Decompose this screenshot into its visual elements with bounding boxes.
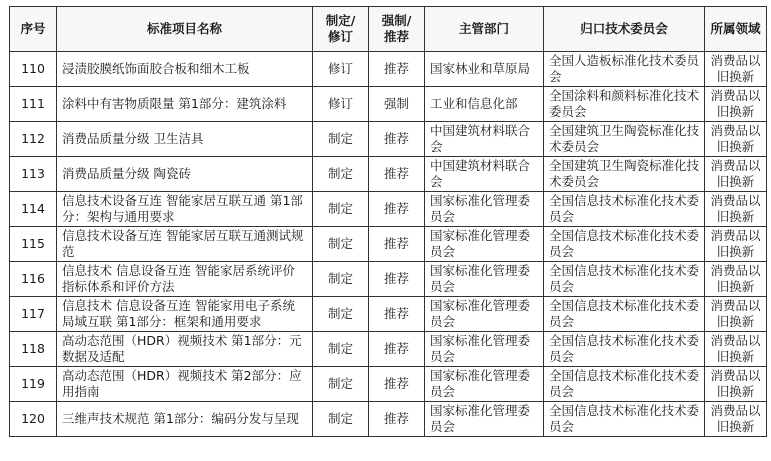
table-row: [10, 122, 767, 157]
header-type-line1: 强制/: [381, 13, 412, 28]
cell-dept: 中国建筑材料联合会: [425, 157, 544, 192]
table-row: [10, 332, 767, 367]
table-row: [10, 297, 767, 332]
header-dept: 主管部门: [425, 7, 544, 52]
cell-type: 推荐: [369, 332, 425, 367]
cell-type: 强制: [369, 87, 425, 122]
cell-name: 信息技术设备互连 智能家居互联互通测试规范: [57, 227, 313, 262]
header-index: 序号: [10, 7, 57, 52]
cell-type: 推荐: [369, 192, 425, 227]
table-row: [10, 262, 767, 297]
cell-name: 高动态范围（HDR）视频技术 第2部分：应用指南: [57, 367, 313, 402]
cell-field: 消费品以旧换新: [705, 227, 767, 262]
cell-dept: 国家标准化管理委员会: [425, 332, 544, 367]
cell-type: 推荐: [369, 297, 425, 332]
cell-revise: 制定: [313, 262, 369, 297]
cell-index: 120: [10, 402, 57, 437]
header-revise: [313, 7, 369, 52]
cell-name: 消费品质量分级 卫生洁具: [57, 122, 313, 157]
cell-committee: 全国信息技术标准化技术委员会: [544, 262, 705, 297]
cell-revise: 制定: [313, 297, 369, 332]
cell-type: 推荐: [369, 157, 425, 192]
cell-dept: 国家标准化管理委员会: [425, 192, 544, 227]
table-row: [10, 52, 767, 87]
cell-name: 高动态范围（HDR）视频技术 第1部分：元数据及适配: [57, 332, 313, 367]
table-header: [10, 7, 767, 52]
cell-name: 信息技术设备互连 智能家居互联互通 第1部分：架构与通用要求: [57, 192, 313, 227]
cell-field: 消费品以旧换新: [705, 297, 767, 332]
cell-field: 消费品以旧换新: [705, 367, 767, 402]
cell-field: 消费品以旧换新: [705, 87, 767, 122]
cell-revise: 修订: [313, 52, 369, 87]
header-type-line2: 推荐: [383, 29, 409, 44]
header-field: 所属领域: [705, 7, 767, 52]
cell-committee: 全国人造板标准化技术委员会: [544, 52, 705, 87]
cell-revise: 制定: [313, 157, 369, 192]
cell-revise: 制定: [313, 227, 369, 262]
cell-name: 涂料中有害物质限量 第1部分：建筑涂料: [57, 87, 313, 122]
cell-revise: 修订: [313, 87, 369, 122]
cell-index: 112: [10, 122, 57, 157]
header-revise-line1: 制定/: [325, 13, 356, 28]
cell-index: 115: [10, 227, 57, 262]
cell-field: 消费品以旧换新: [705, 402, 767, 437]
cell-committee: 全国建筑卫生陶瓷标准化技术委员会: [544, 122, 705, 157]
cell-committee: 全国涂料和颜料标准化技术委员会: [544, 87, 705, 122]
cell-index: 113: [10, 157, 57, 192]
standards-table-container: [9, 6, 767, 437]
table-row: [10, 227, 767, 262]
cell-dept: 国家标准化管理委员会: [425, 262, 544, 297]
cell-type: 推荐: [369, 52, 425, 87]
cell-committee: 全国信息技术标准化技术委员会: [544, 367, 705, 402]
cell-field: 消费品以旧换新: [705, 332, 767, 367]
cell-committee: 全国信息技术标准化技术委员会: [544, 192, 705, 227]
table-body: [10, 52, 767, 437]
cell-name: 信息技术 信息设备互连 智能家居系统评价指标体系和评价方法: [57, 262, 313, 297]
cell-dept: 国家标准化管理委员会: [425, 227, 544, 262]
cell-committee: 全国建筑卫生陶瓷标准化技术委员会: [544, 157, 705, 192]
cell-field: 消费品以旧换新: [705, 122, 767, 157]
cell-committee: 全国信息技术标准化技术委员会: [544, 402, 705, 437]
cell-dept: 国家标准化管理委员会: [425, 402, 544, 437]
cell-committee: 全国信息技术标准化技术委员会: [544, 332, 705, 367]
cell-name: 消费品质量分级 陶瓷砖: [57, 157, 313, 192]
cell-type: 推荐: [369, 262, 425, 297]
header-committee: 归口技术委员会: [544, 7, 705, 52]
cell-field: 消费品以旧换新: [705, 192, 767, 227]
cell-dept: 国家林业和草原局: [425, 52, 544, 87]
standards-table: [9, 6, 767, 437]
cell-revise: 制定: [313, 402, 369, 437]
cell-name: 三维声技术规范 第1部分：编码分发与呈现: [57, 402, 313, 437]
cell-index: 114: [10, 192, 57, 227]
cell-type: 推荐: [369, 402, 425, 437]
cell-index: 110: [10, 52, 57, 87]
header-type: [369, 7, 425, 52]
cell-committee: 全国信息技术标准化技术委员会: [544, 227, 705, 262]
cell-type: 推荐: [369, 227, 425, 262]
cell-revise: 制定: [313, 122, 369, 157]
cell-field: 消费品以旧换新: [705, 157, 767, 192]
header-row: [10, 7, 767, 52]
cell-index: 117: [10, 297, 57, 332]
header-revise-line2: 修订: [327, 29, 353, 44]
cell-index: 111: [10, 87, 57, 122]
cell-revise: 制定: [313, 332, 369, 367]
cell-field: 消费品以旧换新: [705, 262, 767, 297]
cell-dept: 工业和信息化部: [425, 87, 544, 122]
table-row: [10, 87, 767, 122]
cell-field: 消费品以旧换新: [705, 52, 767, 87]
cell-name: 信息技术 信息设备互连 智能家用电子系统局域互联 第1部分：框架和通用要求: [57, 297, 313, 332]
cell-index: 119: [10, 367, 57, 402]
cell-type: 推荐: [369, 122, 425, 157]
cell-dept: 中国建筑材料联合会: [425, 122, 544, 157]
table-row: [10, 402, 767, 437]
cell-type: 推荐: [369, 367, 425, 402]
cell-index: 116: [10, 262, 57, 297]
cell-revise: 制定: [313, 192, 369, 227]
table-row: [10, 157, 767, 192]
table-row: [10, 192, 767, 227]
cell-dept: 国家标准化管理委员会: [425, 297, 544, 332]
cell-revise: 制定: [313, 367, 369, 402]
cell-name: 浸渍胶膜纸饰面胶合板和细木工板: [57, 52, 313, 87]
cell-index: 118: [10, 332, 57, 367]
cell-committee: 全国信息技术标准化技术委员会: [544, 297, 705, 332]
cell-dept: 国家标准化管理委员会: [425, 367, 544, 402]
table-row: [10, 367, 767, 402]
header-name: 标准项目名称: [57, 7, 313, 52]
